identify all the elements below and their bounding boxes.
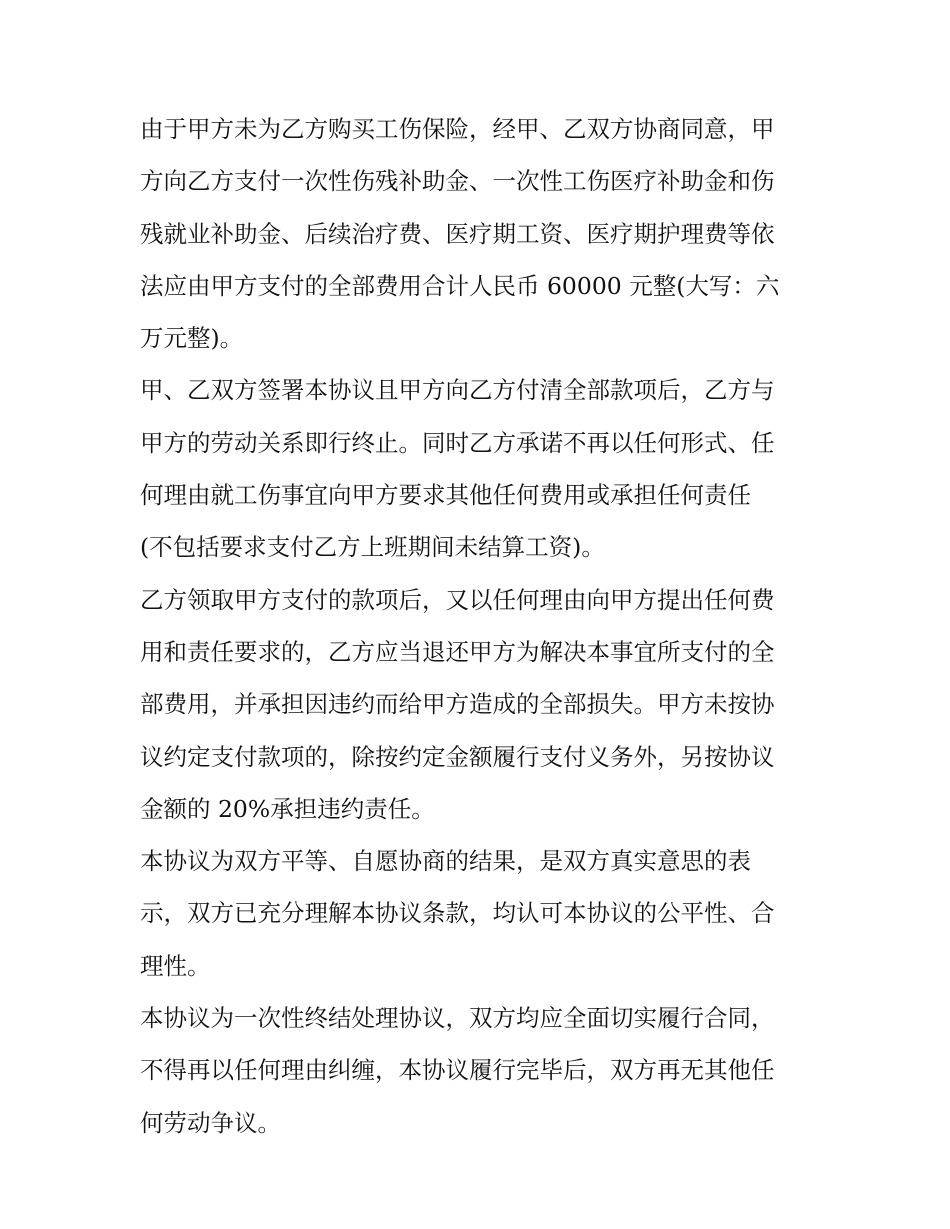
paragraph-voluntary (140, 835, 820, 992)
text-line: 部费用，并承担因违约而给甲方造成的全部损失。甲方未按协 (140, 690, 775, 719)
text-line: 法应由甲方支付的全部费用合计人民币 60000 元整(大写：六 (140, 271, 780, 300)
text-line: 何理由就工伤事宜向甲方要求其他任何费用或承担任何责任 (140, 481, 751, 510)
text-line: (不包括要求支付乙方上班期间未结算工资)。 (140, 533, 605, 562)
text-line: 本协议为双方平等、自愿协商的结果，是双方真实意思的表 (140, 847, 751, 876)
paragraph-compensation (140, 103, 820, 364)
text-line: 用和责任要求的，乙方应当退还甲方为解决本事宜所支付的全 (140, 637, 775, 666)
text-line: 示，双方已充分理解本协议条款，均认可本协议的公平性、合 (140, 899, 775, 928)
text-line: 理性。 (140, 951, 211, 980)
text-line: 甲方的劳动关系即行终止。同时乙方承诺不再以任何形式、任 (140, 428, 775, 457)
text-line: 不得再以任何理由纠缠，本协议履行完毕后，双方再无其他任 (140, 1056, 775, 1085)
text-line: 残就业补助金、后续治疗费、医疗期工资、医疗期护理费等依 (140, 219, 775, 248)
paragraph-breach (140, 574, 820, 835)
text-line: 议约定支付款项的，除按约定金额履行支付义务外，另按协议 (140, 742, 775, 771)
text-line: 乙方领取甲方支付的款项后，又以任何理由向甲方提出任何费 (140, 585, 775, 614)
document-body (140, 103, 820, 1149)
paragraph-final-settlement (140, 992, 820, 1149)
text-line: 本协议为一次性终结处理协议，双方均应全面切实履行合同， (140, 1004, 775, 1033)
text-line: 金额的 20%承担违约责任。 (140, 794, 435, 823)
text-line: 甲、乙双方签署本协议且甲方向乙方付清全部款项后，乙方与 (140, 376, 775, 405)
text-line: 方向乙方支付一次性伤残补助金、一次性工伤医疗补助金和伤 (140, 167, 775, 196)
text-line: 由于甲方未为乙方购买工伤保险，经甲、乙双方协商同意，甲 (140, 115, 775, 143)
text-line: 何劳动争议。 (140, 1108, 281, 1137)
text-line: 万元整)。 (140, 324, 244, 353)
paragraph-termination (140, 364, 820, 573)
